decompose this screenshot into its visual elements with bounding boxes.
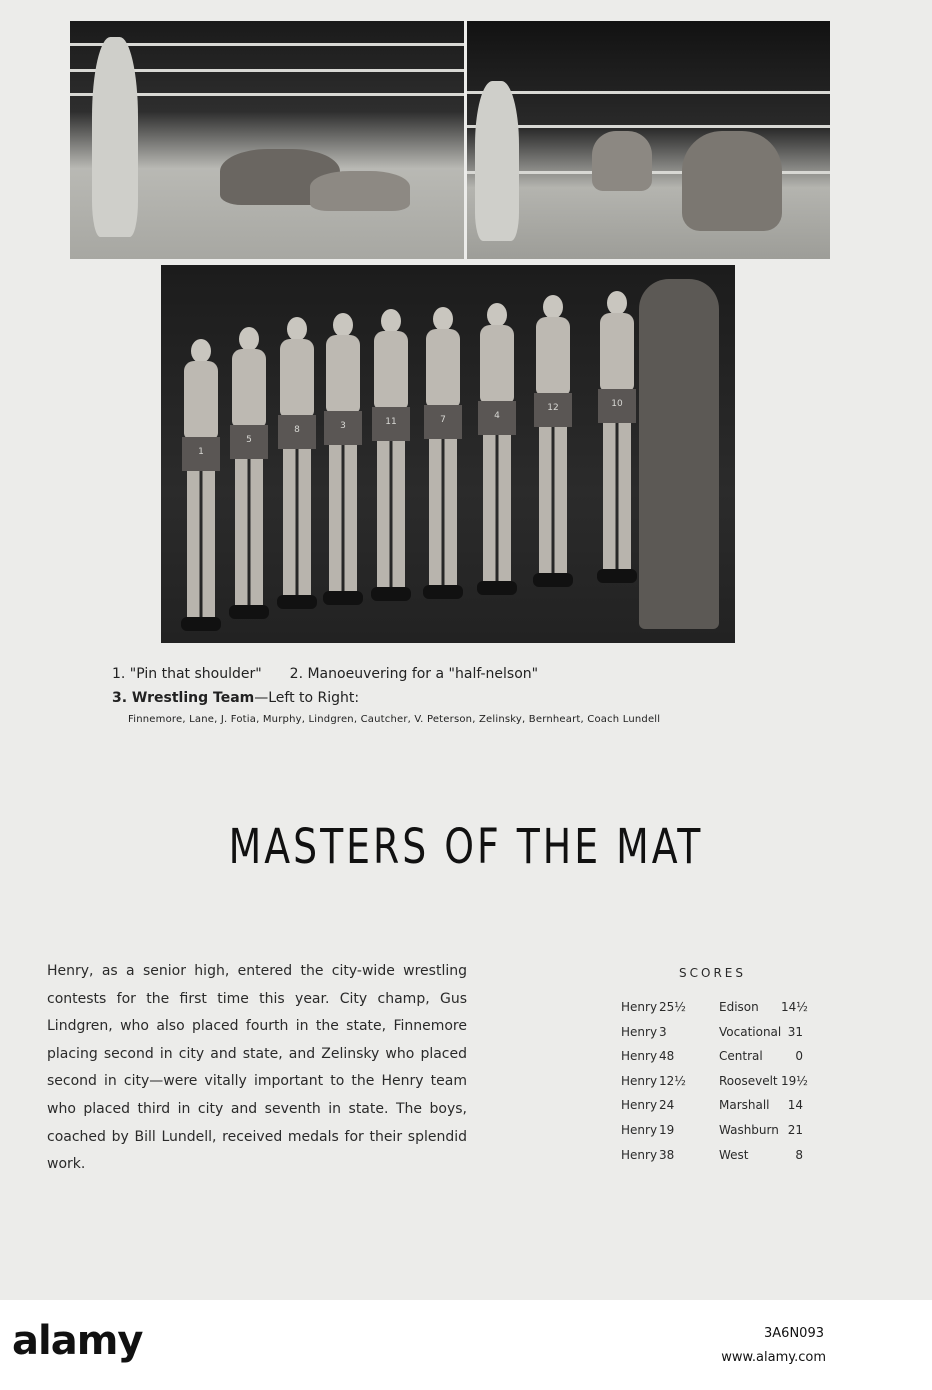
team-score: 19	[659, 1122, 675, 1137]
trunk-number: 11	[385, 417, 397, 427]
opponent-name: Vocational	[719, 1024, 782, 1039]
caption-team-names: Finnemore, Lane, J. Fotia, Murphy, Lindgren, Cautcher, V. Peterson, Zelinsky, Bernheart, Coach Lundell	[128, 714, 661, 725]
team-name: Henry	[621, 1024, 658, 1039]
score-row	[621, 1049, 841, 1074]
opponent-score: 19½	[781, 1073, 808, 1088]
trunk-number: 12	[547, 403, 559, 413]
opponent-score: 8	[795, 1147, 803, 1162]
score-row	[621, 1074, 841, 1099]
team-name: Henry	[621, 1098, 658, 1113]
team-name: Henry	[621, 1049, 658, 1064]
team-score: 48	[659, 1049, 675, 1064]
team-score: 24	[659, 1098, 675, 1113]
opponent-name: West	[719, 1147, 749, 1162]
wrestler-figure	[682, 131, 782, 231]
image-id: 3A6N093	[764, 1326, 824, 1341]
caption-item-2: 2. Manoeuvering for a "half-nelson"	[289, 666, 539, 682]
photo-half-nelson	[467, 21, 830, 259]
photo-wrestling-team	[161, 265, 735, 643]
article-body: Henry, as a senior high, entered the city-wide wrestling contests for the first time this year. City champ, Gus Lindgren, who also placed fourth in the state, Finnemore placing second in city and state, and Zelinsky who placed second in city—were vitally important to the Henry team who placed third in city and seventh in state. The boys, coached by Bill Lundell, received medals for their splendid work.	[47, 963, 467, 1173]
team-score: 25½	[659, 1000, 686, 1014]
opponent-name: Roosevelt	[719, 1073, 778, 1088]
score-row	[621, 1000, 841, 1025]
trunk-number: 1	[198, 447, 204, 457]
wrestler-figure	[592, 131, 652, 191]
coach-figure	[639, 279, 719, 629]
opponent-name: Central	[719, 1049, 763, 1064]
trunk-number: 4	[494, 411, 500, 421]
ring-rope	[70, 43, 464, 46]
wrestlers-figure	[310, 171, 410, 211]
opponent-score: 14	[787, 1098, 803, 1113]
team-name: Henry	[621, 1073, 658, 1088]
opponent-name: Washburn	[719, 1122, 779, 1137]
opponent-score: 21	[787, 1122, 803, 1137]
opponent-name: Marshall	[719, 1098, 770, 1113]
photo-pin-that-shoulder	[70, 21, 464, 259]
referee-figure	[92, 37, 138, 237]
referee-figure	[475, 81, 519, 241]
score-row	[621, 1098, 841, 1123]
caption-item-1: 1. "Pin that shoulder"	[112, 666, 262, 682]
trunk-number: 7	[440, 415, 446, 425]
caption-line-team	[112, 690, 359, 706]
ring-rope	[467, 91, 830, 94]
scores-heading: SCORES	[679, 966, 746, 980]
team-score: 3	[659, 1024, 667, 1039]
opponent-score: 31	[787, 1024, 803, 1039]
caption-item-3-rest: —Left to Right:	[254, 690, 360, 706]
page-title: MASTERS OF THE MAT	[228, 818, 704, 875]
team-name: Henry	[621, 1147, 658, 1162]
scores-table	[621, 1000, 841, 1172]
site-url: www.alamy.com	[721, 1350, 826, 1365]
trunk-number: 5	[246, 435, 252, 445]
team-score: 38	[659, 1147, 675, 1162]
alamy-logo: alamy	[12, 1318, 143, 1364]
caption-line-photos	[112, 666, 538, 682]
opponent-name: Edison	[719, 1000, 759, 1014]
ring-rope	[467, 125, 830, 128]
team-name: Henry	[621, 1000, 658, 1014]
caption-item-3-label: 3. Wrestling Team	[112, 690, 255, 706]
team-name: Henry	[621, 1122, 658, 1137]
score-row	[621, 1025, 841, 1050]
trunk-number: 10	[611, 399, 623, 409]
opponent-score: 14½	[781, 1000, 808, 1014]
trunk-number: 3	[340, 421, 346, 431]
score-row	[621, 1148, 841, 1173]
team-score: 12½	[659, 1073, 686, 1088]
opponent-score: 0	[795, 1049, 803, 1064]
score-row	[621, 1123, 841, 1148]
trunk-number: 8	[294, 425, 300, 435]
